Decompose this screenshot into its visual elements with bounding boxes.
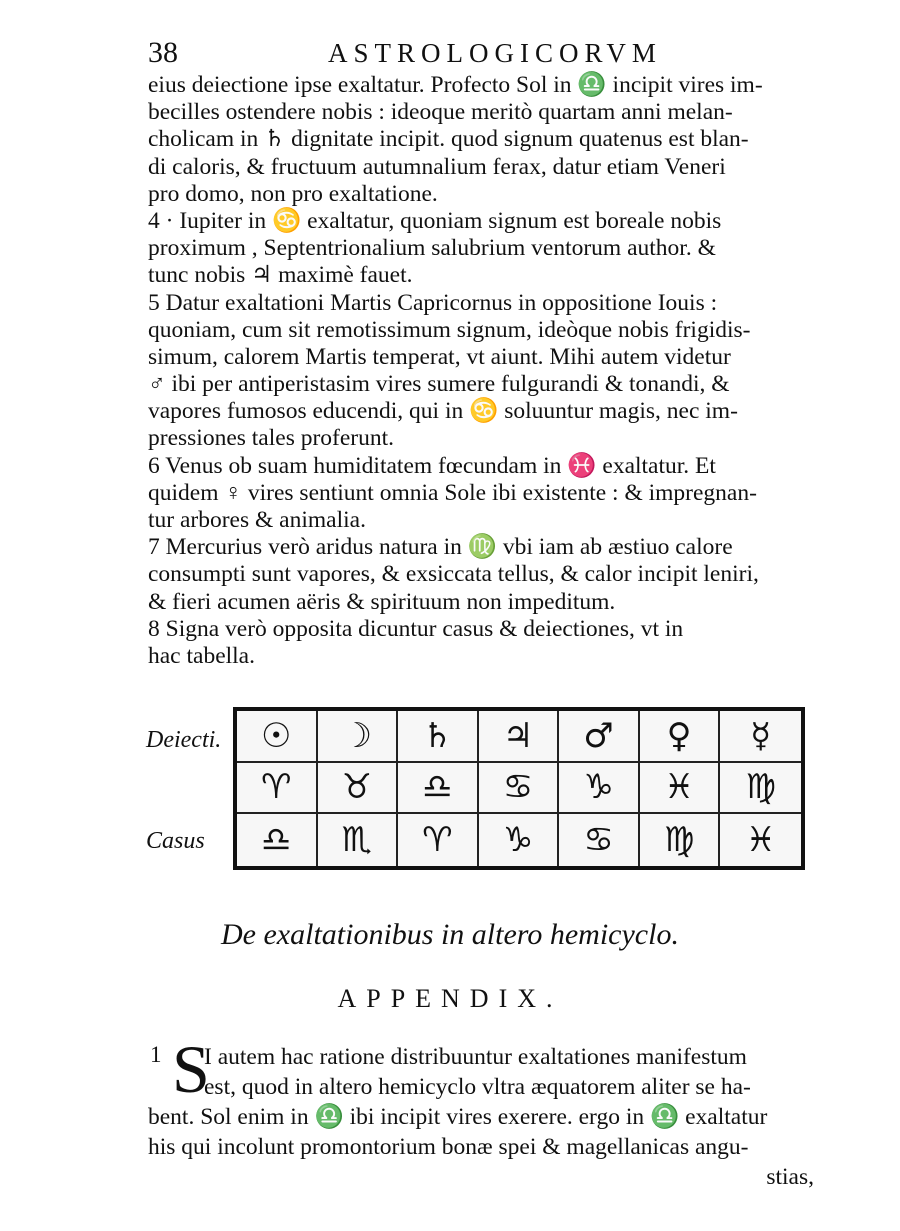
text-line: proximum , Septentrionalium salubrium ventorum author. & [148, 235, 716, 262]
page-number: 38 [148, 36, 178, 69]
casus-pisces-icon: ♓ [745, 820, 776, 861]
casus-virgo-icon: ♍ [640, 814, 721, 866]
text-line: cholicam in ♄ dignitate incipit. quod signum quatenus est blan- [148, 126, 749, 153]
appendix-text [148, 1042, 814, 1192]
text-line: pressiones tales proferunt. [148, 425, 395, 452]
text-line: tunc nobis ♃ maximè fauet. [148, 262, 413, 289]
text-line: di caloris, & fructuum autumnalium ferax, datur etiam Veneri [148, 153, 726, 180]
casus-aries-icon: ♈ [398, 814, 479, 866]
text-line: becilles ostendere nobis : ideoque meritò quartam anni melan- [148, 99, 733, 126]
deiecti-capricorn-icon: ♑ [559, 763, 640, 815]
exaltation-table [233, 707, 805, 870]
text-line: 6 Venus ob suam humiditatem fœcundam in ♓ exaltatur. Et [148, 452, 716, 479]
planet-saturn-icon: ♄ [398, 711, 479, 763]
text-line: hac tabella. [148, 642, 255, 669]
deiecti-aries-icon: ♈ [237, 763, 318, 815]
text-line: est, quod in altero hemicyclo vltra æquatorem aliter se ha- [204, 1074, 751, 1100]
text-line: his qui incolunt promontorium bonæ spei & magellanicas angu- [148, 1134, 749, 1160]
text-line: tur arbores & animalia. [148, 507, 366, 533]
deiecti-virgo-icon: ♍ [720, 763, 801, 815]
text-line: ♂ ibi per antiperistasim vires sumere fulgurandi & tonandi, & [148, 371, 730, 398]
planet-mercury-icon: ☿ [720, 711, 801, 763]
planet-venus-icon: ♀ [640, 711, 721, 763]
planet-mars-icon: ♂ [559, 711, 640, 763]
appendix-heading: APPENDIX. [337, 984, 563, 1013]
paragraph-number: 1 [150, 1042, 162, 1067]
deiecti-pisces-icon: ♓ [640, 763, 721, 815]
section-subtitle: De exaltationibus in altero hemicyclo. [221, 918, 679, 951]
text-line: eius deiectione ipse exaltatur. Profecto Sol in ♎ incipit vires im- [148, 72, 763, 98]
text-line: & fieri acumen aëris & spirituum non impeditum. [148, 588, 616, 615]
text-line: vapores fumosos educendi, qui in ♋ soluuntur magis, nec im- [148, 398, 738, 425]
planet-jupiter-icon: ♃ [479, 711, 560, 763]
text-line: I autem hac ratione distribuuntur exaltationes manifestum [204, 1044, 747, 1070]
planet-sun-icon: ☉ [237, 711, 318, 763]
text-line: 4 · Iupiter in ♋ exaltatur, quoniam signum est boreale nobis [148, 207, 722, 234]
deiecti-cancer-icon: ♋ [479, 763, 560, 815]
row-label-deiecti: Deiecti. [146, 727, 222, 753]
text-line: 7 Mercurius verò aridus natura in ♍ vbi iam ab æstiuo calore [148, 534, 733, 561]
casus-scorpio-icon: ♏ [318, 814, 399, 866]
planet-moon-icon: ☽ [318, 711, 399, 763]
main-text [148, 72, 814, 670]
row-label-casus: Casus [146, 828, 205, 854]
deiecti-libra-icon: ♎ [398, 763, 479, 815]
deiecti-taurus-icon: ♉ [318, 763, 399, 815]
text-line: consumpti sunt vapores, & exsiccata tellus, & calor incipit leniri, [148, 561, 759, 588]
text-line: bent. Sol enim in ♎ ibi incipit vires exerere. ergo in ♎ exaltatur [148, 1104, 768, 1130]
drop-cap: S [172, 1031, 210, 1107]
running-head: ASTROLOGICORVM [328, 38, 662, 68]
page-header [148, 36, 808, 76]
text-line: 5 Datur exaltationi Martis Capricornus in oppositione Iouis : [148, 289, 718, 316]
text-line: quoniam, cum sit remotissimum signum, ideòque nobis frigidis- [148, 316, 751, 343]
text-line: stias, [766, 1164, 814, 1190]
casus-capricorn-icon: ♑ [479, 814, 560, 866]
text-line: quidem ♀ vires sentiunt omnia Sole ibi existente : & impregnan- [148, 479, 757, 506]
text-line: pro domo, non pro exaltatione. [148, 180, 438, 207]
casus-cancer-icon: ♋ [559, 814, 640, 866]
casus-libra-icon: ♎ [237, 814, 318, 866]
text-line: 8 Signa verò opposita dicuntur casus & deiectiones, vt in [148, 615, 684, 642]
text-line: simum, calorem Martis temperat, vt aiunt. Mihi autem videtur [148, 343, 731, 370]
